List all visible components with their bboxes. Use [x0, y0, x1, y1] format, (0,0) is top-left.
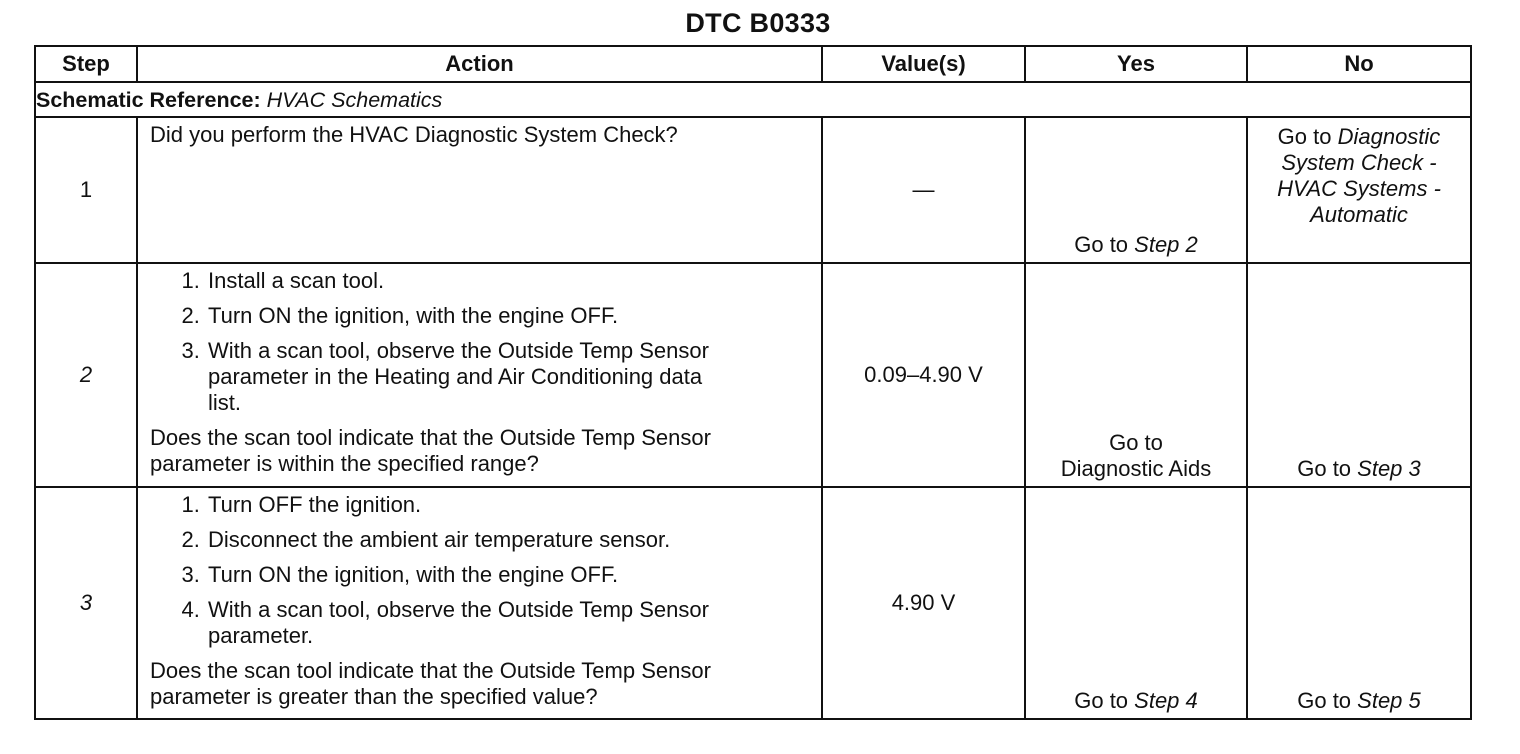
action-question: Does the scan tool indicate that the Outside Temp Sensor parameter is greater than the specified value? [150, 658, 711, 709]
yes-prefix: Go to [1074, 232, 1135, 257]
yes-cell [1025, 487, 1247, 719]
no-link-line2: System Check - [1281, 150, 1437, 175]
header-yes: Yes [1025, 46, 1247, 82]
value-cell: — [822, 117, 1025, 263]
no-link-line3: HVAC Systems - [1277, 176, 1441, 201]
diagnostic-table [34, 45, 1472, 720]
step-number: 1 [35, 117, 137, 263]
table-row [35, 487, 1471, 719]
yes-link: Step 4 [1134, 688, 1198, 713]
no-link-line1: Diagnostic [1337, 124, 1441, 149]
action-step: 1. Turn OFF the ignition. [206, 492, 813, 518]
action-step: 1. Install a scan tool. [206, 268, 813, 294]
action-question: Did you perform the HVAC Diagnostic System Check? [150, 122, 678, 147]
action-cell [137, 117, 822, 263]
action-step: 3. With a scan tool, observe the Outside Temp Sensor parameter in the Heating and Air Conditioning data list. [206, 338, 813, 416]
header-step: Step [35, 46, 137, 82]
action-steps-list [150, 492, 813, 649]
yes-cell [1025, 117, 1247, 263]
schematic-reference-row [35, 82, 1471, 117]
yes-link: Step 2 [1134, 232, 1198, 257]
page-title: DTC B0333 [685, 8, 831, 38]
action-question: Does the scan tool indicate that the Outside Temp Sensor parameter is within the specified range? [150, 425, 711, 476]
header-action: Action [137, 46, 822, 82]
no-prefix: Go to [1277, 124, 1338, 149]
no-link: Step 5 [1357, 688, 1421, 713]
no-cell [1247, 487, 1471, 719]
action-step: 2. Disconnect the ambient air temperature sensor. [206, 527, 813, 553]
header-row [35, 46, 1471, 82]
action-step: 4. With a scan tool, observe the Outside Temp Sensor parameter. [206, 597, 813, 649]
schematic-reference-value: HVAC Schematics [266, 87, 443, 112]
no-link-line4: Automatic [1310, 202, 1408, 227]
no-cell [1247, 263, 1471, 487]
header-no: No [1247, 46, 1471, 82]
no-prefix: Go to [1297, 688, 1358, 713]
step-number: 2 [35, 263, 137, 487]
yes-cell [1025, 263, 1247, 487]
no-link: Step 3 [1357, 456, 1421, 481]
schematic-reference [35, 82, 1471, 117]
header-values: Value(s) [822, 46, 1025, 82]
action-cell [137, 487, 822, 719]
action-step: 3. Turn ON the ignition, with the engine OFF. [206, 562, 813, 588]
table-row [35, 263, 1471, 487]
schematic-reference-label: Schematic Reference: [36, 87, 261, 112]
no-prefix: Go to [1297, 456, 1358, 481]
yes-prefix: Go to [1074, 688, 1135, 713]
step-number: 3 [35, 487, 137, 719]
yes-line1: Go to [1109, 430, 1163, 455]
action-cell [137, 263, 822, 487]
yes-line2: Diagnostic Aids [1060, 456, 1212, 481]
action-steps-list [150, 268, 813, 416]
no-cell [1247, 117, 1471, 263]
value-cell: 4.90 V [822, 487, 1025, 719]
value-cell: 0.09–4.90 V [822, 263, 1025, 487]
action-step: 2. Turn ON the ignition, with the engine OFF. [206, 303, 813, 329]
table-row [35, 117, 1471, 263]
